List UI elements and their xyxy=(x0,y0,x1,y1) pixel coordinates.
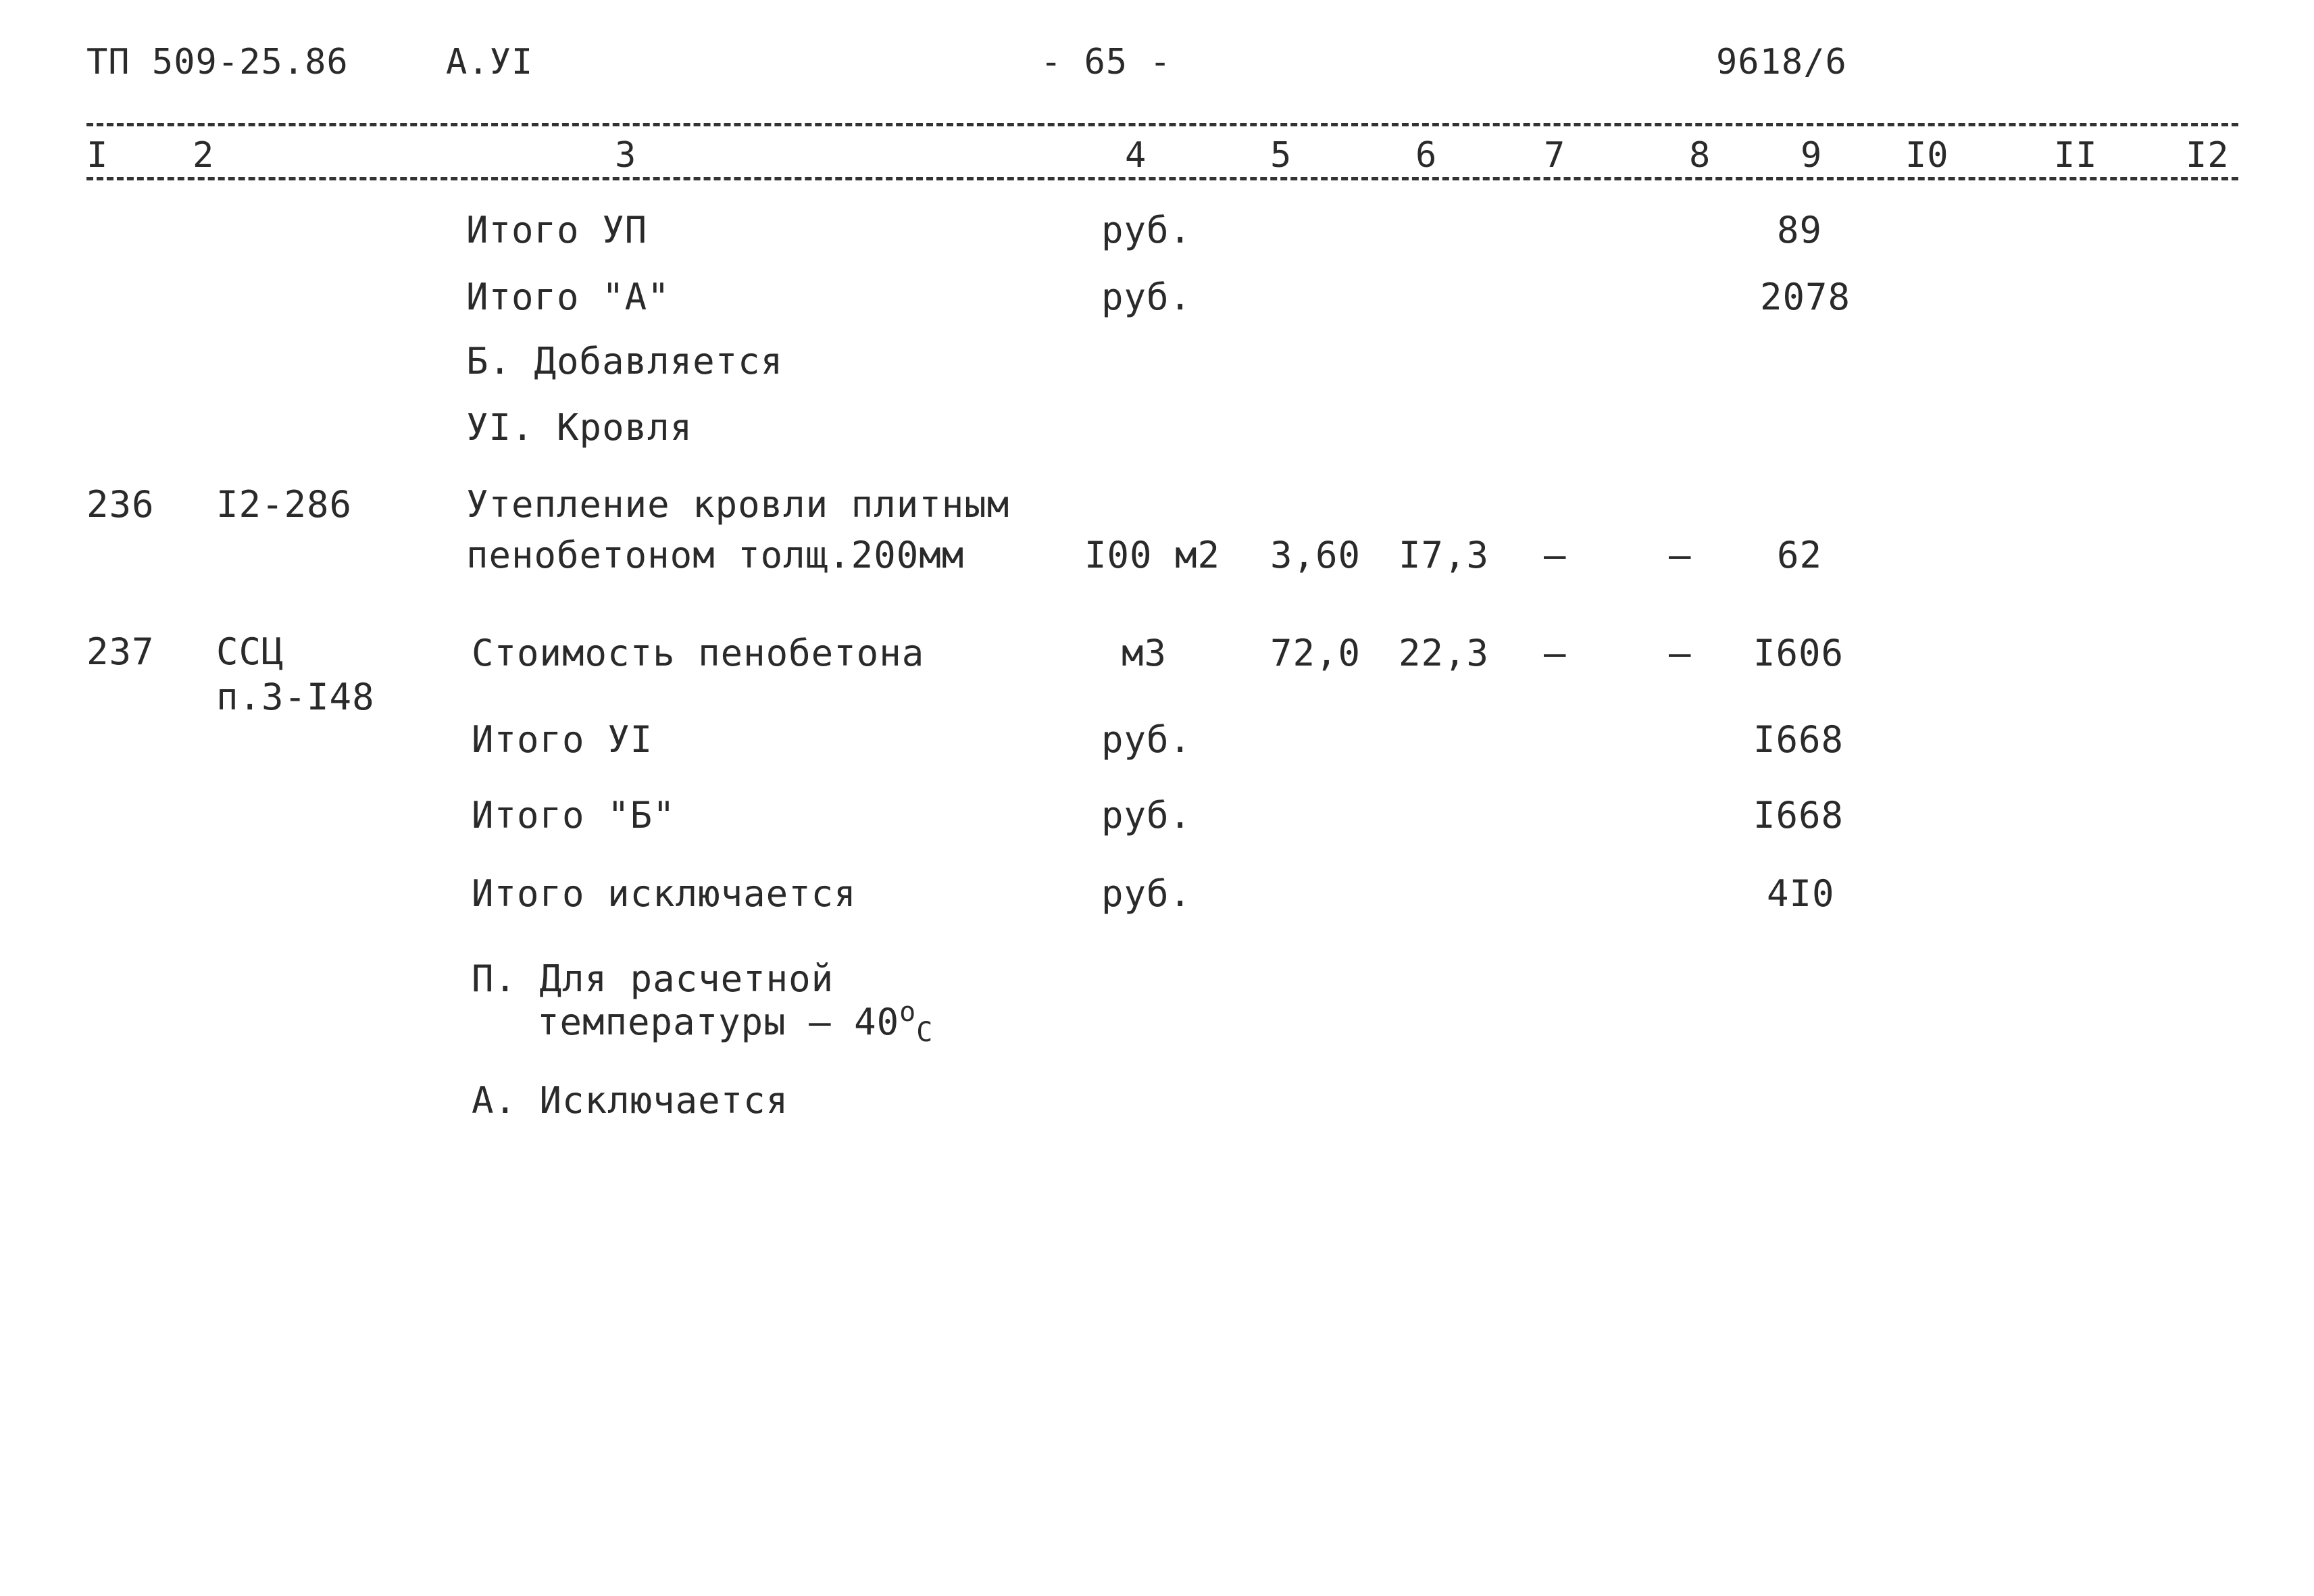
row-236-number: 236 xyxy=(86,483,155,526)
row-itogo-vi-total: I668 xyxy=(1753,718,1844,761)
row-237-code-line2: п.3-I48 xyxy=(216,676,375,718)
row-236-name-line2: пенобетоном толщ.200мм xyxy=(466,534,965,576)
row-237-name: Стоимость пенобетона xyxy=(472,632,925,674)
row-237-col6: 22,3 xyxy=(1399,632,1490,674)
degree-superscript: о xyxy=(899,997,917,1028)
page-number: - 65 - xyxy=(1040,42,1172,82)
row-itogo-b-unit: руб. xyxy=(1101,794,1192,837)
column-number-1: I xyxy=(86,135,109,176)
column-number-6: 6 xyxy=(1415,135,1438,176)
header-bottom-rule xyxy=(86,177,2238,180)
column-number-5: 5 xyxy=(1270,135,1292,176)
row-itogo-excluded-total: 4I0 xyxy=(1767,872,1835,915)
column-number-2: 2 xyxy=(193,135,215,176)
celsius-subscript: С xyxy=(916,1017,934,1048)
row-237-unit: м3 xyxy=(1122,632,1167,674)
column-number-12: I2 xyxy=(2186,135,2230,176)
row-itogo-a-name: Итого "А" xyxy=(466,276,670,318)
row-itogo-up-unit: руб. xyxy=(1101,209,1192,251)
row-itogo-vi-name: Итого УI xyxy=(472,718,653,761)
section-heading-b: Б. Добавляется xyxy=(466,340,784,382)
section-heading-roof: УI. Кровля xyxy=(466,406,693,449)
row-236-col8: – xyxy=(1669,534,1692,576)
row-237-col5: 72,0 xyxy=(1270,632,1361,674)
row-itogo-a-total: 2078 xyxy=(1760,276,1851,318)
row-236-col9: 62 xyxy=(1777,534,1823,576)
column-number-9: 9 xyxy=(1801,135,1823,176)
design-temp-text: температуры – 40 xyxy=(537,1001,900,1043)
column-number-7: 7 xyxy=(1544,135,1566,176)
row-itogo-b-total: I668 xyxy=(1753,794,1844,837)
column-number-3: 3 xyxy=(615,135,637,176)
column-number-10: I0 xyxy=(1905,135,1949,176)
header-top-rule xyxy=(86,123,2238,126)
column-number-8: 8 xyxy=(1689,135,1711,176)
row-itogo-b-name: Итого "Б" xyxy=(472,794,676,837)
row-236-code: I2-286 xyxy=(216,483,353,526)
row-itogo-vi-unit: руб. xyxy=(1101,718,1192,761)
row-237-code-line1: ССЦ xyxy=(216,630,284,673)
row-237-number: 237 xyxy=(86,630,155,673)
row-236-col6: I7,3 xyxy=(1399,534,1490,576)
row-237-col8: – xyxy=(1669,632,1692,674)
column-number-11: II xyxy=(2054,135,2098,176)
row-itogo-excluded-name: Итого исключается xyxy=(472,872,857,915)
row-236-name-line1: Утепление кровли плитным xyxy=(466,483,1010,526)
row-itogo-a-unit: руб. xyxy=(1101,276,1192,318)
row-236-unit: I00 м2 xyxy=(1084,534,1221,576)
row-itogo-excluded-unit: руб. xyxy=(1101,872,1192,915)
row-236-col7: – xyxy=(1544,534,1567,576)
document-code: ТП 509-25.86 xyxy=(86,42,349,82)
section-code: А.УI xyxy=(446,42,534,82)
column-number-4: 4 xyxy=(1125,135,1147,176)
row-237-col7: – xyxy=(1544,632,1567,674)
row-237-col9: I606 xyxy=(1753,632,1844,674)
row-itogo-up-name: Итого УП xyxy=(466,209,648,251)
row-itogo-up-total: 89 xyxy=(1777,209,1823,251)
section-heading-design-temp-line1: П. Для расчетной xyxy=(472,957,834,1000)
section-heading-a-excluded: А. Исключается xyxy=(472,1079,789,1122)
row-236-col5: 3,60 xyxy=(1270,534,1361,576)
sheet-code: 9618/6 xyxy=(1716,42,1847,82)
section-heading-design-temp-line2 xyxy=(537,997,934,1048)
